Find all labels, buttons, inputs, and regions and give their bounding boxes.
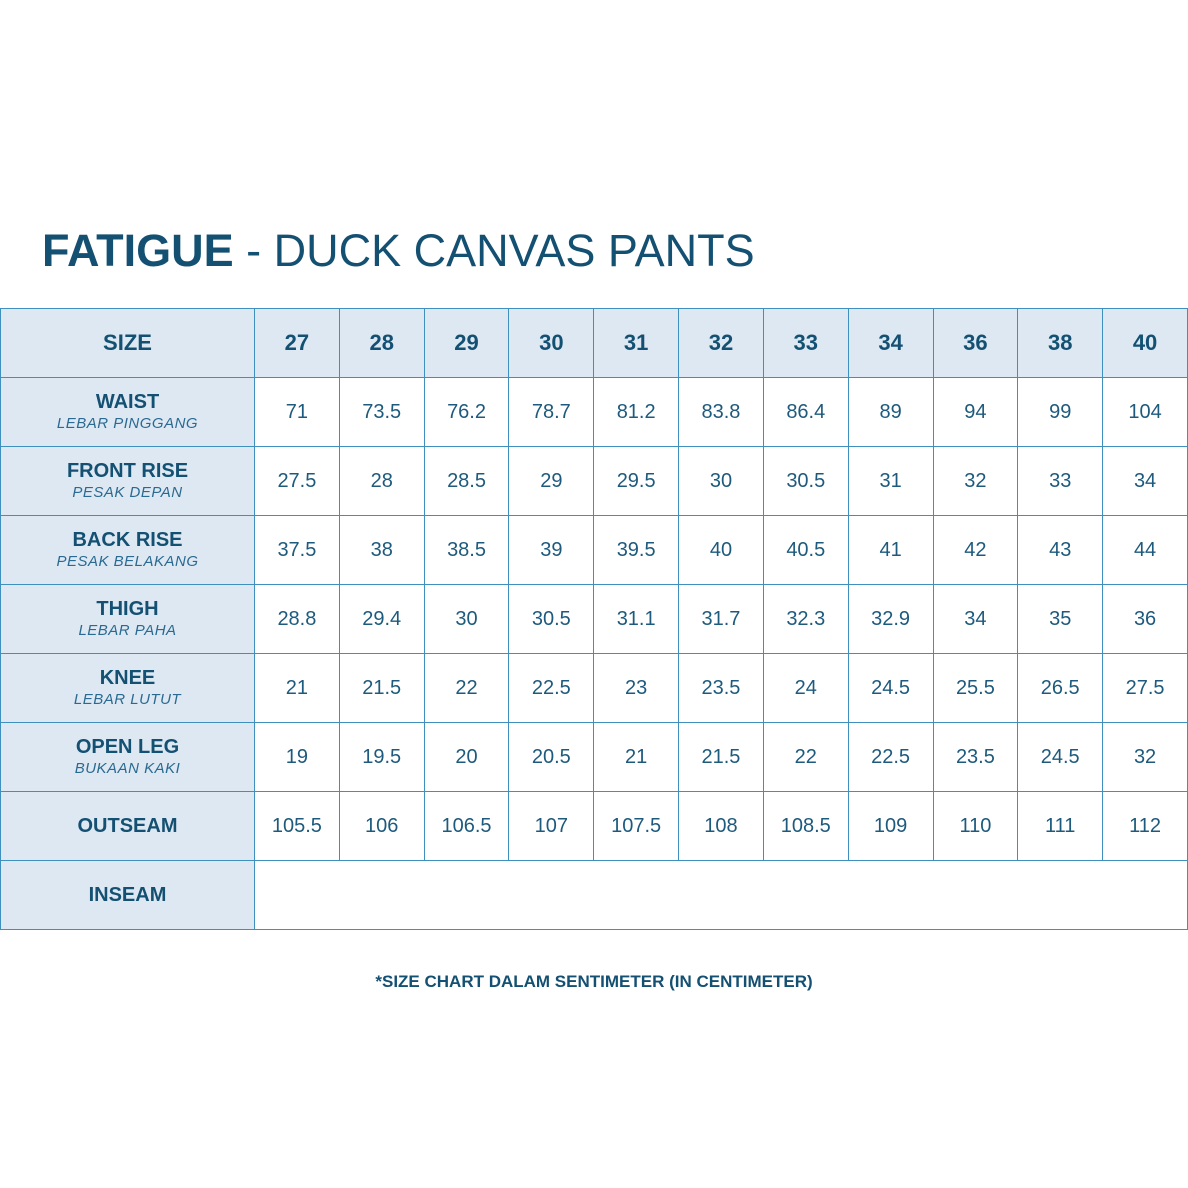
value-cell: 76.2 bbox=[424, 378, 509, 447]
value-cell: 44 bbox=[1103, 516, 1188, 585]
size-header-cell: 36 bbox=[933, 309, 1018, 378]
value-cell: 21 bbox=[255, 654, 340, 723]
value-cell: 28.8 bbox=[255, 585, 340, 654]
value-cell: 30 bbox=[424, 585, 509, 654]
value-cell: 32.3 bbox=[763, 585, 848, 654]
value-cell: 28 bbox=[339, 447, 424, 516]
row-sublabel: BUKAAN KAKI bbox=[74, 760, 181, 777]
size-header-cell: 38 bbox=[1018, 309, 1103, 378]
table-row bbox=[1, 654, 1188, 723]
row-label-cell bbox=[1, 378, 255, 447]
value-cell: 39 bbox=[509, 516, 594, 585]
title-product: - DUCK CANVAS PANTS bbox=[233, 225, 755, 276]
page-title bbox=[42, 224, 755, 278]
row-label: BACK RISE bbox=[72, 529, 183, 551]
value-cell: 43 bbox=[1018, 516, 1103, 585]
row-label: FRONT RISE bbox=[66, 460, 189, 482]
row-label: OPEN LEG bbox=[75, 736, 180, 758]
value-cell: 22.5 bbox=[848, 723, 933, 792]
size-header-cell: 29 bbox=[424, 309, 509, 378]
value-cell: 19 bbox=[255, 723, 340, 792]
value-cell: 31 bbox=[848, 447, 933, 516]
size-header-cell: 32 bbox=[679, 309, 764, 378]
value-cell: 22 bbox=[763, 723, 848, 792]
table-row bbox=[1, 447, 1188, 516]
size-header-cell: 27 bbox=[255, 309, 340, 378]
value-cell: 105.5 bbox=[255, 792, 340, 861]
value-cell: 27.5 bbox=[255, 447, 340, 516]
row-label-cell bbox=[1, 516, 255, 585]
row-sublabel: LEBAR LUTUT bbox=[73, 691, 182, 708]
value-cell: 21.5 bbox=[339, 654, 424, 723]
table-row bbox=[1, 585, 1188, 654]
value-cell: 71 bbox=[255, 378, 340, 447]
value-cell: 106 bbox=[339, 792, 424, 861]
size-header-cell: 30 bbox=[509, 309, 594, 378]
value-cell: 104 bbox=[1103, 378, 1188, 447]
value-cell: 81.2 bbox=[594, 378, 679, 447]
value-cell: 25.5 bbox=[933, 654, 1018, 723]
value-cell: 26.5 bbox=[1018, 654, 1103, 723]
value-cell: 32 bbox=[1103, 723, 1188, 792]
inseam-row bbox=[1, 861, 1188, 930]
value-cell: 83.8 bbox=[679, 378, 764, 447]
value-cell: 24.5 bbox=[1018, 723, 1103, 792]
value-cell: 24 bbox=[763, 654, 848, 723]
value-cell: 42 bbox=[933, 516, 1018, 585]
row-sublabel: LEBAR PAHA bbox=[78, 622, 177, 639]
value-cell: 35 bbox=[1018, 585, 1103, 654]
row-label: OUTSEAM bbox=[77, 815, 178, 837]
value-cell: 99 bbox=[1018, 378, 1103, 447]
inseam-value-cell bbox=[255, 861, 1188, 930]
value-cell: 111 bbox=[1018, 792, 1103, 861]
value-cell: 24.5 bbox=[848, 654, 933, 723]
row-label: WAIST bbox=[95, 391, 160, 413]
value-cell: 89 bbox=[848, 378, 933, 447]
table-row bbox=[1, 723, 1188, 792]
value-cell: 94 bbox=[933, 378, 1018, 447]
size-header-cell: 33 bbox=[763, 309, 848, 378]
value-cell: 28.5 bbox=[424, 447, 509, 516]
size-header-cell: 31 bbox=[594, 309, 679, 378]
value-cell: 30 bbox=[679, 447, 764, 516]
value-cell: 30.5 bbox=[763, 447, 848, 516]
value-cell: 29.4 bbox=[339, 585, 424, 654]
size-chart-table bbox=[0, 308, 1188, 930]
value-cell: 22.5 bbox=[509, 654, 594, 723]
value-cell: 36 bbox=[1103, 585, 1188, 654]
inseam-label: INSEAM bbox=[88, 884, 167, 906]
size-header-cell: 28 bbox=[339, 309, 424, 378]
row-label-cell bbox=[1, 861, 255, 930]
row-label-cell bbox=[1, 654, 255, 723]
value-cell: 23.5 bbox=[679, 654, 764, 723]
value-cell: 73.5 bbox=[339, 378, 424, 447]
value-cell: 39.5 bbox=[594, 516, 679, 585]
row-label-cell bbox=[1, 723, 255, 792]
row-label-cell bbox=[1, 585, 255, 654]
unit-note: *SIZE CHART DALAM SENTIMETER (IN CENTIMETER) bbox=[375, 972, 813, 991]
value-cell: 34 bbox=[933, 585, 1018, 654]
row-label-cell bbox=[1, 792, 255, 861]
value-cell: 32 bbox=[933, 447, 1018, 516]
row-sublabel: PESAK DEPAN bbox=[72, 484, 183, 501]
value-cell: 38 bbox=[339, 516, 424, 585]
row-label: KNEE bbox=[99, 667, 156, 689]
value-cell: 38.5 bbox=[424, 516, 509, 585]
value-cell: 34 bbox=[1103, 447, 1188, 516]
row-sublabel: PESAK BELAKANG bbox=[56, 553, 199, 570]
value-cell: 20 bbox=[424, 723, 509, 792]
table-row bbox=[1, 516, 1188, 585]
table-row bbox=[1, 378, 1188, 447]
value-cell: 108 bbox=[679, 792, 764, 861]
value-cell: 22 bbox=[424, 654, 509, 723]
value-cell: 40 bbox=[679, 516, 764, 585]
value-cell: 107.5 bbox=[594, 792, 679, 861]
value-cell: 29.5 bbox=[594, 447, 679, 516]
value-cell: 86.4 bbox=[763, 378, 848, 447]
row-label-cell bbox=[1, 447, 255, 516]
row-sublabel: LEBAR PINGGANG bbox=[56, 415, 199, 432]
value-cell: 109 bbox=[848, 792, 933, 861]
value-cell: 19.5 bbox=[339, 723, 424, 792]
value-cell: 41 bbox=[848, 516, 933, 585]
value-cell: 29 bbox=[509, 447, 594, 516]
value-cell: 20.5 bbox=[509, 723, 594, 792]
value-cell: 21 bbox=[594, 723, 679, 792]
value-cell: 107 bbox=[509, 792, 594, 861]
value-cell: 23 bbox=[594, 654, 679, 723]
title-brand: FATIGUE bbox=[42, 225, 234, 276]
value-cell: 78.7 bbox=[509, 378, 594, 447]
value-cell: 110 bbox=[933, 792, 1018, 861]
size-header-label: SIZE bbox=[1, 309, 255, 378]
value-cell: 108.5 bbox=[763, 792, 848, 861]
value-cell: 112 bbox=[1103, 792, 1188, 861]
value-cell: 23.5 bbox=[933, 723, 1018, 792]
size-header-cell: 34 bbox=[848, 309, 933, 378]
size-header-row bbox=[1, 309, 1188, 378]
value-cell: 40.5 bbox=[763, 516, 848, 585]
value-cell: 32.9 bbox=[848, 585, 933, 654]
size-header-cell: 40 bbox=[1103, 309, 1188, 378]
value-cell: 30.5 bbox=[509, 585, 594, 654]
value-cell: 21.5 bbox=[679, 723, 764, 792]
value-cell: 33 bbox=[1018, 447, 1103, 516]
value-cell: 37.5 bbox=[255, 516, 340, 585]
row-label: THIGH bbox=[96, 598, 159, 620]
value-cell: 106.5 bbox=[424, 792, 509, 861]
value-cell: 31.7 bbox=[679, 585, 764, 654]
value-cell: 31.1 bbox=[594, 585, 679, 654]
table-row bbox=[1, 792, 1188, 861]
size-chart-body bbox=[1, 309, 1188, 930]
value-cell: 27.5 bbox=[1103, 654, 1188, 723]
